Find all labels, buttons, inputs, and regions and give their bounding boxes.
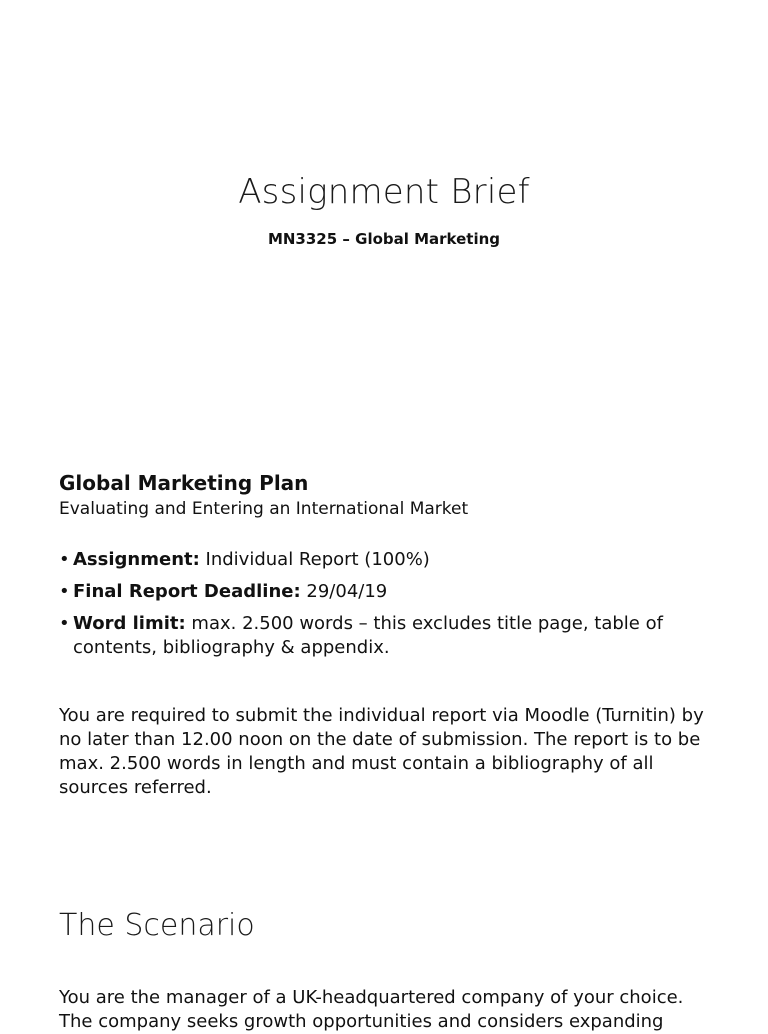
page-title: Assignment Brief — [238, 172, 530, 212]
scenario-heading: The Scenario — [59, 908, 255, 943]
bullet-icon: • — [59, 549, 70, 570]
section-heading: Global Marketing Plan — [59, 471, 309, 495]
bullet-text: max. 2.500 words – this excludes title page, table of contents, bibliography & appendix. — [73, 613, 663, 658]
bullet-text: 29/04/19 — [300, 581, 388, 602]
bullet-icon: • — [59, 613, 70, 634]
scenario-text: You are the manager of a UK-headquartered company of your choice. The company seeks growth opportunities and considers expanding — [59, 987, 684, 1032]
list-item — [59, 548, 719, 572]
bullet-label: Final Report Deadline: — [73, 581, 301, 602]
bullet-text: Individual Report (100%) — [199, 549, 430, 570]
bullet-icon: • — [59, 581, 70, 602]
bullet-label: Assignment: — [73, 549, 200, 570]
assignment-details-list — [59, 548, 719, 668]
submission-paragraph: You are required to submit the individual report via Moodle (Turnitin) by no later than 12.00 noon on the date of submission. The report is to be max. 2.500 words in length and must contain a bibliography of all sources referred. — [59, 705, 704, 798]
bullet-label: Word limit: — [73, 613, 186, 634]
list-item — [59, 580, 719, 604]
list-item — [59, 612, 719, 660]
course-subtitle: MN3325 – Global Marketing — [267, 230, 501, 248]
section-subheading: Evaluating and Entering an International Market — [59, 499, 469, 519]
